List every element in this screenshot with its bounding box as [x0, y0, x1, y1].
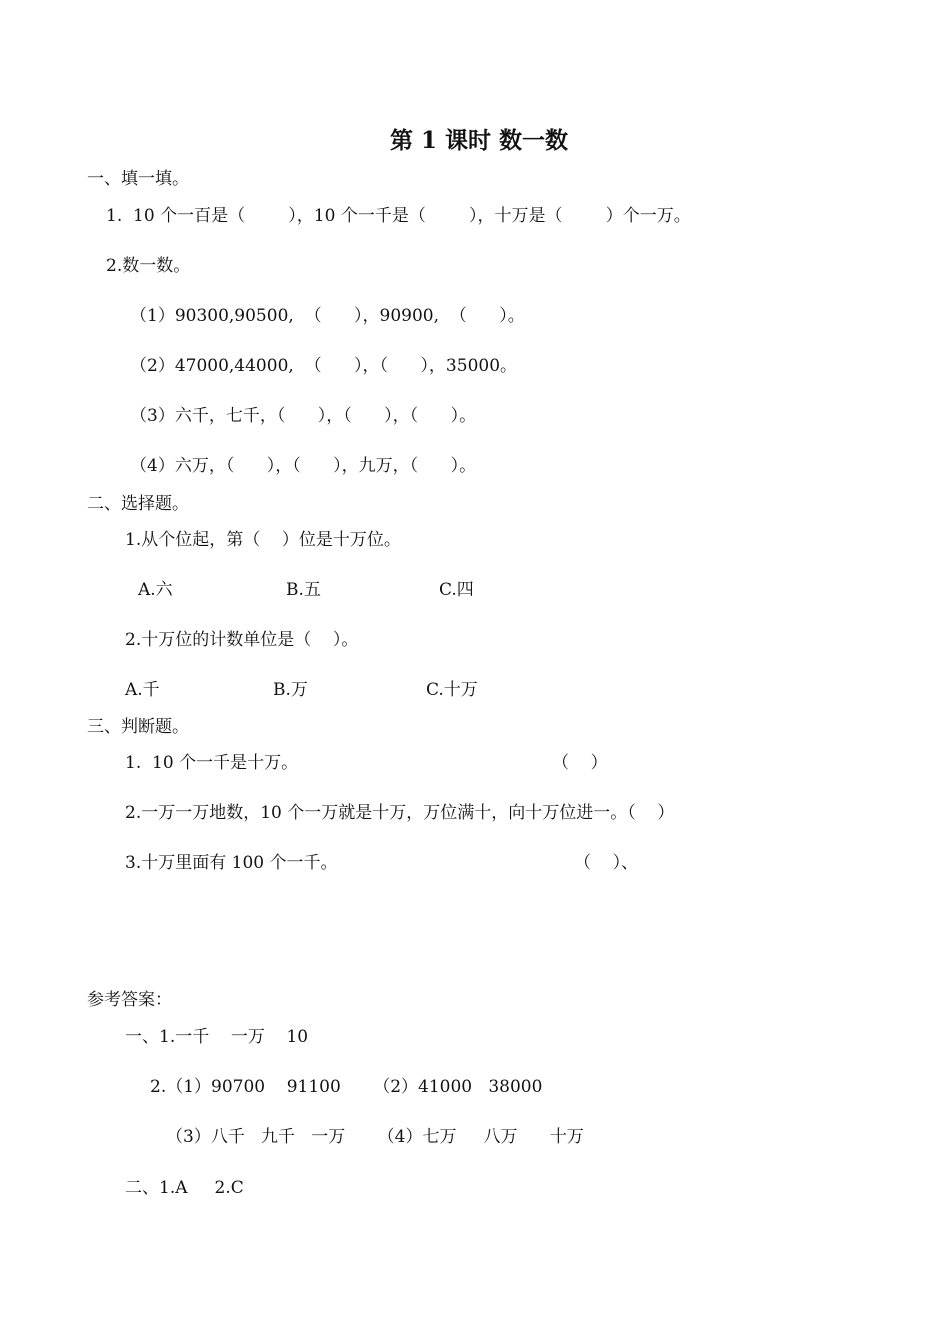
count-item-1: （1）90300,90500, （ ），90900, （ ）。 — [130, 306, 525, 326]
answer-line-4: 二、1.A 2.C — [125, 1178, 244, 1198]
judge-question-1: 1. 10 个一千是十万。 — [125, 753, 299, 773]
count-item-3: （3）六千，七千，（ ），（ ），（ ）。 — [130, 406, 477, 426]
judge-question-2: 2.一万一万地数，10 个一万就是十万，万位满十，向十万位进一。（ ） — [125, 803, 675, 823]
judge-question-3: 3.十万里面有 100 个一千。 — [125, 853, 338, 873]
choice-question-1: 1.从个位起，第（ ）位是十万位。 — [125, 530, 401, 550]
answer-line-2: 2.（1）90700 91100 （2）41000 38000 — [150, 1077, 543, 1097]
answers-heading: 参考答案： — [87, 990, 172, 1010]
section-2-heading: 二、选择题。 — [87, 494, 189, 514]
judge-answer-paren-1: （ ） — [552, 753, 608, 773]
answer-line-1: 一、1.一千 一万 10 — [125, 1027, 309, 1047]
choice-1-option-b: B.五 — [286, 580, 321, 600]
question-1-1: 1. 10 个一百是（ ），10 个一千是（ ），十万是（ ）个一万。 — [106, 206, 691, 226]
question-1-2-label: 2.数一数。 — [106, 256, 191, 276]
section-3-heading: 三、判断题。 — [87, 717, 189, 737]
choice-2-option-a: A.千 — [125, 680, 160, 700]
answer-line-3: （3）八千 九千 一万 （4）七万 八万 十万 — [166, 1127, 584, 1147]
choice-1-option-a: A.六 — [138, 580, 173, 600]
judge-answer-paren-3: （ ）、 — [574, 853, 639, 873]
choice-1-option-c: C.四 — [439, 580, 474, 600]
section-1-heading: 一、填一填。 — [87, 169, 189, 189]
count-item-2: （2）47000,44000, （ ），（ ），35000。 — [130, 356, 518, 376]
count-item-4: （4）六万，（ ），（ ），九万，（ ）。 — [130, 456, 477, 476]
choice-question-2: 2.十万位的计数单位是（ ）。 — [125, 630, 359, 650]
choice-2-option-b: B.万 — [273, 680, 308, 700]
page-title: 第 1 课时 数一数 — [389, 127, 569, 154]
choice-2-option-c: C.十万 — [426, 680, 478, 700]
